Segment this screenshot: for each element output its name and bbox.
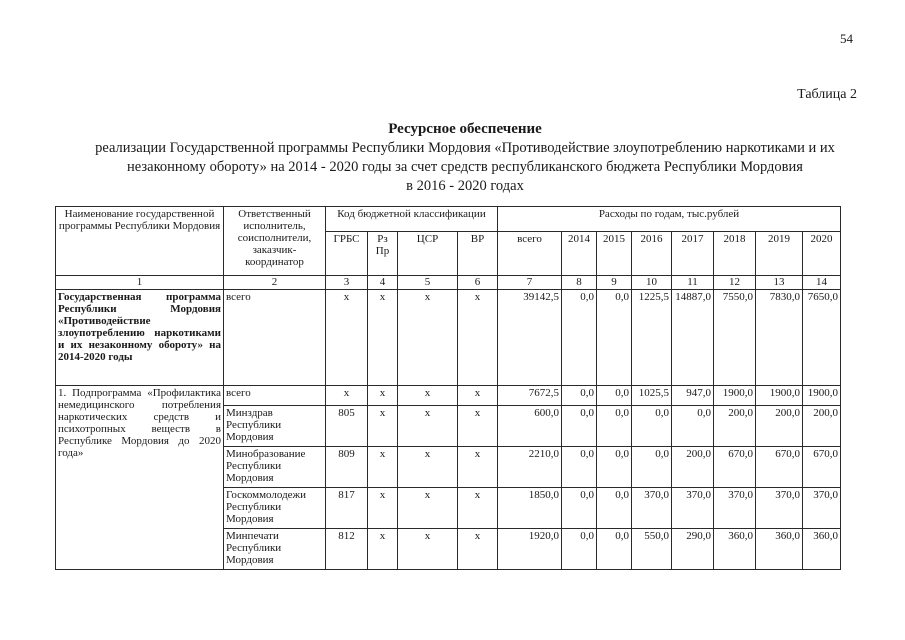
year-cell: 290,0 bbox=[672, 529, 714, 570]
executor-cell: всего bbox=[224, 290, 326, 386]
year-cell: 200,0 bbox=[756, 406, 803, 447]
column-index: 7 bbox=[498, 276, 562, 290]
column-index: 5 bbox=[398, 276, 458, 290]
year-cell: 0,0 bbox=[597, 488, 632, 529]
year-cell: 7830,0 bbox=[756, 290, 803, 386]
year-cell: 0,0 bbox=[562, 386, 597, 406]
header-year: 2017 bbox=[672, 232, 714, 276]
year-cell: 200,0 bbox=[803, 406, 841, 447]
vr-cell: х bbox=[458, 447, 498, 488]
rzpr-cell: х bbox=[368, 290, 398, 386]
header-grbs: ГРБС bbox=[326, 232, 368, 276]
executor-cell: всего bbox=[224, 386, 326, 406]
year-cell: 1225,5 bbox=[632, 290, 672, 386]
grbs-cell: 817 bbox=[326, 488, 368, 529]
year-cell: 370,0 bbox=[714, 488, 756, 529]
year-cell: 200,0 bbox=[672, 447, 714, 488]
program-name: Государственная программа Республики Мордовия «Противодействие злоупотреблению наркотиками и их незаконному обороту» на 2014-2020 годы bbox=[56, 290, 224, 386]
year-cell: 0,0 bbox=[672, 406, 714, 447]
header-budget-code: Код бюджетной классификации bbox=[326, 207, 498, 232]
year-cell: 360,0 bbox=[756, 529, 803, 570]
vr-cell: х bbox=[458, 488, 498, 529]
year-cell: 7550,0 bbox=[714, 290, 756, 386]
vr-cell: х bbox=[458, 290, 498, 386]
total-cell: 2210,0 bbox=[498, 447, 562, 488]
column-index: 4 bbox=[368, 276, 398, 290]
column-index: 9 bbox=[597, 276, 632, 290]
title-line: незаконному обороту» на 2014 - 2020 годы за счет средств республиканского бюджета Республики Мордовия bbox=[127, 159, 803, 175]
header-executor: Ответственный исполнитель, соисполнители, заказчик-координатор bbox=[224, 207, 326, 276]
grbs-cell: 809 bbox=[326, 447, 368, 488]
year-cell: 0,0 bbox=[632, 447, 672, 488]
year-cell: 0,0 bbox=[597, 386, 632, 406]
total-cell: 1920,0 bbox=[498, 529, 562, 570]
table-label: Таблица 2 bbox=[797, 87, 857, 102]
page-number: 54 bbox=[840, 31, 853, 46]
year-cell: 370,0 bbox=[632, 488, 672, 529]
year-cell: 14887,0 bbox=[672, 290, 714, 386]
year-cell: 670,0 bbox=[714, 447, 756, 488]
year-cell: 0,0 bbox=[597, 447, 632, 488]
year-cell: 0,0 bbox=[562, 406, 597, 447]
header-rzpr: Рз Пр bbox=[368, 232, 398, 276]
year-cell: 0,0 bbox=[562, 290, 597, 386]
year-cell: 370,0 bbox=[803, 488, 841, 529]
year-cell: 0,0 bbox=[597, 529, 632, 570]
year-cell: 0,0 bbox=[562, 488, 597, 529]
executor-cell: Минпечати Республики Мордовия bbox=[224, 529, 326, 570]
year-cell: 200,0 bbox=[714, 406, 756, 447]
column-index: 8 bbox=[562, 276, 597, 290]
total-cell: 7672,5 bbox=[498, 386, 562, 406]
csr-cell: х bbox=[398, 290, 458, 386]
title-block bbox=[40, 120, 890, 196]
table-row bbox=[56, 290, 841, 386]
table-row bbox=[56, 386, 841, 406]
csr-cell: х bbox=[398, 447, 458, 488]
rzpr-cell: х bbox=[368, 406, 398, 447]
csr-cell: х bbox=[398, 386, 458, 406]
year-cell: 670,0 bbox=[756, 447, 803, 488]
title-main: Ресурсное обеспечение bbox=[388, 121, 542, 137]
total-cell: 1850,0 bbox=[498, 488, 562, 529]
year-cell: 0,0 bbox=[562, 529, 597, 570]
year-cell: 360,0 bbox=[714, 529, 756, 570]
column-index: 3 bbox=[326, 276, 368, 290]
header-year: 2020 bbox=[803, 232, 841, 276]
column-index: 1 bbox=[56, 276, 224, 290]
executor-cell: Госкоммолодежи Республики Мордовия bbox=[224, 488, 326, 529]
resource-table bbox=[55, 206, 841, 570]
year-cell: 0,0 bbox=[597, 406, 632, 447]
header-year: 2019 bbox=[756, 232, 803, 276]
executor-cell: Минобразование Республики Мордовия bbox=[224, 447, 326, 488]
header-name: Наименование государственной программы Республики Мордовия bbox=[56, 207, 224, 276]
column-index: 11 bbox=[672, 276, 714, 290]
rzpr-cell: х bbox=[368, 447, 398, 488]
year-cell: 370,0 bbox=[672, 488, 714, 529]
year-cell: 1025,5 bbox=[632, 386, 672, 406]
vr-cell: х bbox=[458, 529, 498, 570]
vr-cell: х bbox=[458, 386, 498, 406]
title-line: реализации Государственной программы Республики Мордовия «Противодействие злоупотреблению наркотиками и их bbox=[95, 140, 835, 156]
grbs-cell: х bbox=[326, 386, 368, 406]
column-index: 2 bbox=[224, 276, 326, 290]
year-cell: 1900,0 bbox=[714, 386, 756, 406]
header-year: 2016 bbox=[632, 232, 672, 276]
column-index: 6 bbox=[458, 276, 498, 290]
grbs-cell: 812 bbox=[326, 529, 368, 570]
header-expenses: Расходы по годам, тыс.рублей bbox=[498, 207, 841, 232]
rzpr-cell: х bbox=[368, 529, 398, 570]
header-year: 2014 bbox=[562, 232, 597, 276]
header-year: 2018 bbox=[714, 232, 756, 276]
year-cell: 670,0 bbox=[803, 447, 841, 488]
year-cell: 0,0 bbox=[562, 447, 597, 488]
executor-cell: Минздрав Республики Мордовия bbox=[224, 406, 326, 447]
grbs-cell: х bbox=[326, 290, 368, 386]
total-cell: 600,0 bbox=[498, 406, 562, 447]
total-cell: 39142,5 bbox=[498, 290, 562, 386]
header-csr: ЦСР bbox=[398, 232, 458, 276]
year-cell: 1900,0 bbox=[756, 386, 803, 406]
year-cell: 0,0 bbox=[632, 406, 672, 447]
column-index: 10 bbox=[632, 276, 672, 290]
subprogram-name: 1. Подпрограмма «Профилактика немедицинского потребления наркотических средств и психотропных веществ в Республике Мордовия до 2020 года» bbox=[56, 386, 224, 570]
vr-cell: х bbox=[458, 406, 498, 447]
header-vr: ВР bbox=[458, 232, 498, 276]
column-index: 14 bbox=[803, 276, 841, 290]
grbs-cell: 805 bbox=[326, 406, 368, 447]
year-cell: 0,0 bbox=[597, 290, 632, 386]
rzpr-cell: х bbox=[368, 488, 398, 529]
csr-cell: х bbox=[398, 406, 458, 447]
column-index: 13 bbox=[756, 276, 803, 290]
header-total: всего bbox=[498, 232, 562, 276]
header-year: 2015 bbox=[597, 232, 632, 276]
year-cell: 7650,0 bbox=[803, 290, 841, 386]
year-cell: 947,0 bbox=[672, 386, 714, 406]
rzpr-cell: х bbox=[368, 386, 398, 406]
year-cell: 1900,0 bbox=[803, 386, 841, 406]
column-index: 12 bbox=[714, 276, 756, 290]
year-cell: 360,0 bbox=[803, 529, 841, 570]
csr-cell: х bbox=[398, 488, 458, 529]
title-line: в 2016 - 2020 годах bbox=[406, 178, 524, 194]
year-cell: 550,0 bbox=[632, 529, 672, 570]
csr-cell: х bbox=[398, 529, 458, 570]
year-cell: 370,0 bbox=[756, 488, 803, 529]
